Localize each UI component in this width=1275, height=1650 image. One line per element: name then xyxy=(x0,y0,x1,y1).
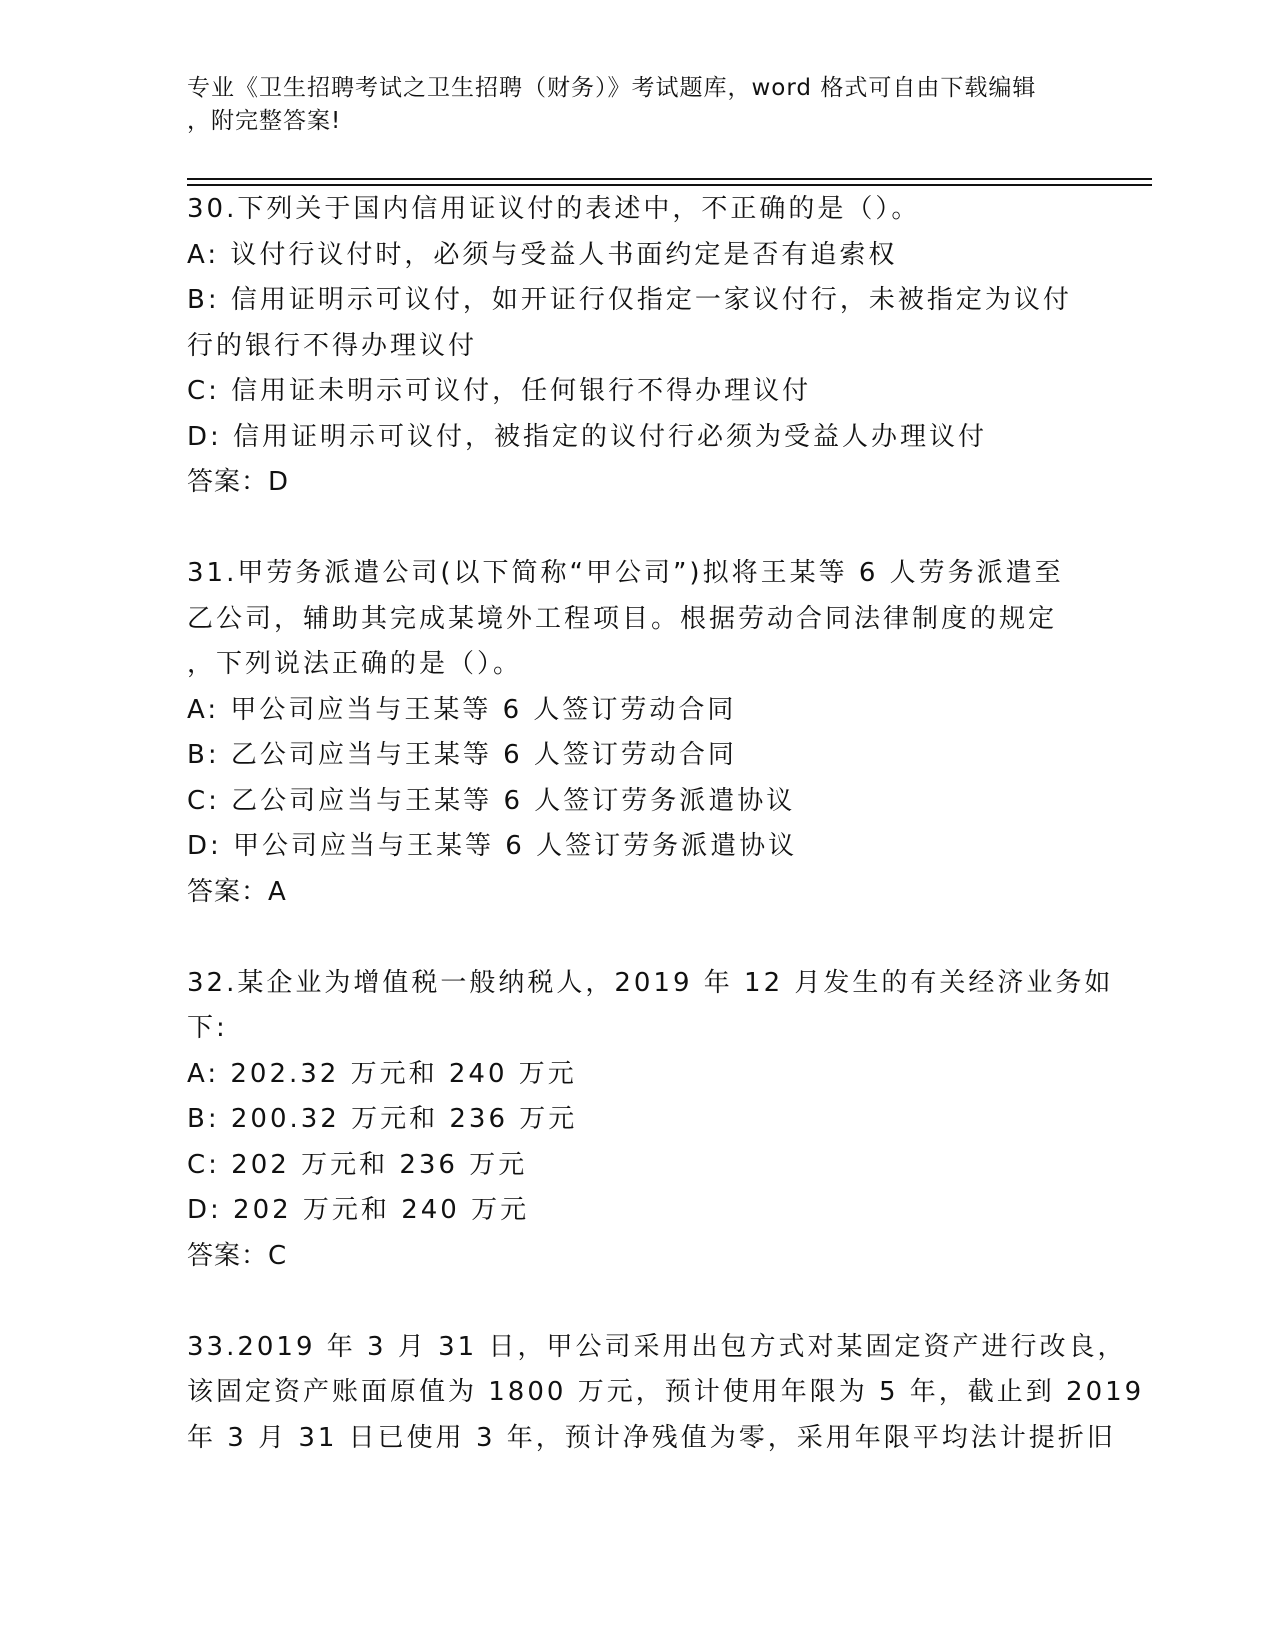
option-text: A: 202.32 万元和 240 万元 xyxy=(187,1058,577,1089)
option-text: D: 202 万元和 240 万元 xyxy=(187,1195,530,1225)
option-text: A: 甲公司应当与王某等 6 人签订劳动合同 xyxy=(187,694,737,725)
question-text: 年 3 月 31 日已使用 3 年，预计净残值为零，采用年限平均法计提折旧 xyxy=(187,1422,1116,1453)
question-text: 该固定资产账面原值为 1800 万元，预计使用年限为 5 年，截止到 2019 xyxy=(187,1377,1145,1407)
question-text: 32.某企业为增值税一般纳税人，2019 年 12 月发生的有关经济业务如 xyxy=(187,967,1114,998)
option-text: C: 乙公司应当与王某等 6 人签订劳务派遣协议 xyxy=(187,785,796,816)
question-text: ，下列说法正确的是（）。 xyxy=(187,649,523,679)
header-divider xyxy=(187,178,1152,180)
question-text: 33.2019 年 3 月 31 日，甲公司采用出包方式对某固定资产进行改良， xyxy=(187,1331,1127,1362)
question-spacer xyxy=(187,1279,1087,1325)
question-block xyxy=(187,1325,1145,1462)
answer-text: 答案：A xyxy=(187,876,287,907)
question-text: 31.甲劳务派遣公司(以下简称“甲公司”)拟将王某等 6 人劳务派遣至 xyxy=(187,558,1064,588)
document-header xyxy=(187,72,1087,138)
option-text: C: 202 万元和 236 万元 xyxy=(187,1149,528,1180)
answer-text: 答案：C xyxy=(187,1240,288,1271)
question-text: 下: xyxy=(187,1013,228,1043)
question-list xyxy=(187,187,1145,1461)
option-text: B: 信用证明示可议付，如开证行仅指定一家议付行，未被指定为议付 xyxy=(187,285,1072,315)
option-text: D: 甲公司应当与王某等 6 人签订劳务派遣协议 xyxy=(187,831,798,861)
option-text: C: 信用证未明示可议付，任何银行不得办理议付 xyxy=(187,376,812,406)
option-text: 行的银行不得办理议付 xyxy=(187,330,478,361)
question-text: 乙公司，辅助其完成某境外工程项目。根据劳动合同法律制度的规定 xyxy=(187,603,1058,634)
answer-text: 答案：D xyxy=(187,467,290,497)
header-divider xyxy=(187,184,1152,186)
question-spacer xyxy=(187,506,1087,552)
option-text: D: 信用证明示可议付，被指定的议付行必须为受益人办理议付 xyxy=(187,421,988,452)
header-line: ，附完整答案! xyxy=(187,108,342,134)
option-text: A: 议付行议付时，必须与受益人书面约定是否有追索权 xyxy=(187,239,898,270)
option-text: B: 200.32 万元和 236 万元 xyxy=(187,1104,578,1134)
question-block xyxy=(187,961,1114,1280)
question-block xyxy=(187,551,1087,915)
question-block xyxy=(187,187,1087,506)
question-text: 30.下列关于国内信用证议付的表述中，不正确的是（）。 xyxy=(187,194,921,224)
header-line: 专业《卫生招聘考试之卫生招聘（财务）》考试题库，word 格式可自由下载编辑 xyxy=(187,75,1037,101)
option-text: B: 乙公司应当与王某等 6 人签订劳动合同 xyxy=(187,740,737,770)
question-spacer xyxy=(187,915,1087,961)
